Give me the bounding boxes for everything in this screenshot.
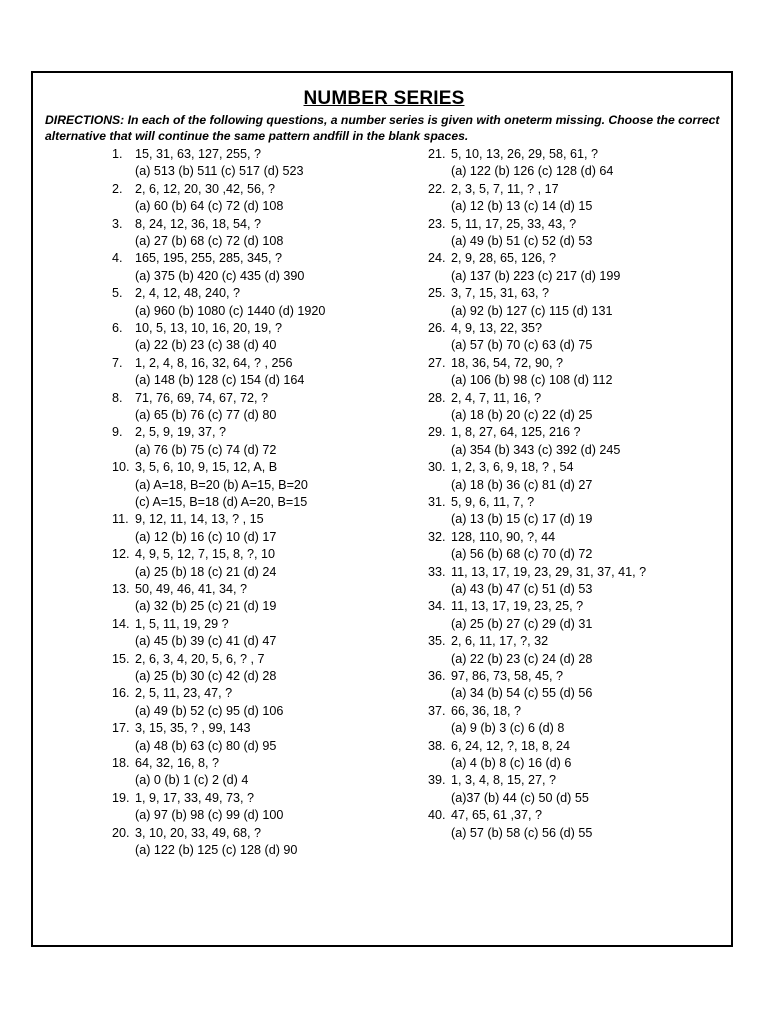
question-line [428,738,728,755]
question-series: 8, 24, 12, 36, 18, 54, ? [135,216,262,231]
question-line [428,772,728,789]
question-line [112,581,412,598]
question-line [112,720,412,737]
question-item [428,772,728,807]
question-series: 5, 9, 6, 11, 7, ? [451,494,535,509]
question-options: (a) 22 (b) 23 (c) 38 (d) 40 [135,338,277,353]
question-series: 128, 110, 90, ?, 44 [451,529,556,544]
question-line [428,494,728,511]
question-series: 3, 10, 20, 33, 49, 68, ? [135,825,262,840]
question-series: 2, 4, 7, 11, 16, ? [451,390,542,405]
question-options: (a) A=18, B=20 (b) A=15, B=20 [135,477,308,492]
question-number: 22. [428,181,446,196]
question-item [428,633,728,668]
question-number: 4. [112,251,123,266]
question-item [428,494,728,529]
question-options: (a) 76 (b) 75 (c) 74 (d) 72 [135,442,277,457]
question-series: 50, 49, 46, 41, 34, ? [135,581,248,596]
question-options: (a) 49 (b) 51 (c) 52 (d) 53 [451,234,593,248]
question-item [428,355,728,390]
question-item [112,390,412,425]
question-line [428,703,728,720]
question-number: 1. [112,147,123,161]
question-number: 23. [428,216,446,231]
question-item [112,755,412,790]
question-series: 1, 9, 17, 33, 49, 73, ? [135,790,255,805]
question-options: (a) 34 (b) 54 (c) 55 (d) 56 [451,686,593,701]
question-item [112,250,412,285]
question-series: 64, 32, 16, 8, ? [135,755,220,770]
question-options: (a) 97 (b) 98 (c) 99 (d) 100 [135,808,284,823]
question-line [112,790,412,807]
question-line [112,146,412,163]
question-options: (a) 92 (b) 127 (c) 115 (d) 131 [451,303,613,318]
question-number: 29. [428,425,446,440]
question-options: (a) 25 (b) 18 (c) 21 (d) 24 [135,564,277,579]
question-options: (a) 18 (b) 20 (c) 22 (d) 25 [451,407,593,422]
question-series: 1, 2, 3, 6, 9, 18, ? , 54 [451,460,574,475]
question-line [112,355,412,372]
question-options: (a) 0 (b) 1 (c) 2 (d) 4 [135,773,249,788]
question-line [112,685,412,702]
question-number: 9. [112,425,123,440]
question-series: 4, 9, 5, 12, 7, 15, 8, ?, 10 [135,547,276,562]
directions-text: DIRECTIONS: In each of the following questions, a number series is given with oneterm missing. Choose the correct alternative that will continue the same pattern andfill in the blank spaces. [45,113,720,143]
question-options: (a) 354 (b) 343 (c) 392 (d) 245 [451,442,621,457]
question-options: (a) 48 (b) 63 (c) 80 (d) 95 [135,738,277,753]
question-options: (a) 12 (b) 13 (c) 14 (d) 15 [451,199,593,214]
question-options: (a) 122 (b) 126 (c) 128 (d) 64 [451,164,614,179]
question-line [428,529,728,546]
question-series: 1, 3, 4, 8, 15, 27, ? [451,773,557,788]
question-item [428,424,728,459]
question-number: 16. [112,686,130,701]
question-item [428,181,728,216]
question-options: (a) 49 (b) 52 (c) 95 (d) 106 [135,703,284,718]
question-options: (a) 65 (b) 76 (c) 77 (d) 80 [135,407,277,422]
question-item [112,581,412,616]
question-item [112,355,412,390]
question-number: 13. [112,581,130,596]
question-options: (a) 22 (b) 23 (c) 24 (d) 28 [451,651,593,666]
question-series: 11, 13, 17, 19, 23, 25, ? [451,599,584,614]
question-options: (a) 25 (b) 30 (c) 42 (d) 28 [135,668,277,683]
question-series: 5, 10, 13, 26, 29, 58, 61, ? [451,147,599,161]
question-options: (a) 12 (b) 16 (c) 10 (d) 17 [135,529,277,544]
question-item [112,146,412,181]
question-line [112,825,412,842]
question-series: 9, 12, 11, 14, 13, ? , 15 [135,512,264,527]
question-series: 66, 36, 18, ? [451,703,522,718]
question-options: (a) 45 (b) 39 (c) 41 (d) 47 [135,634,277,649]
question-number: 35. [428,634,446,649]
question-line [112,755,412,772]
question-item [112,424,412,459]
question-options: (a) 9 (b) 3 (c) 6 (d) 8 [451,721,565,736]
question-options: (c) A=15, B=18 (d) A=20, B=15 [135,494,308,509]
question-item [112,790,412,825]
question-series: 2, 5, 11, 23, 47, ? [135,686,233,701]
question-series: 165, 195, 255, 285, 345, ? [135,251,283,266]
question-series: 18, 36, 54, 72, 90, ? [451,355,564,370]
questions-column-right [428,146,728,842]
question-line [112,390,412,407]
question-line [428,424,728,441]
question-number: 10. [112,460,130,475]
question-number: 28. [428,390,446,405]
question-line [428,807,728,824]
question-line [428,390,728,407]
page-title: NUMBER SERIES [303,88,465,109]
question-series: 71, 76, 69, 74, 67, 72, ? [135,390,269,405]
question-item [112,685,412,720]
question-options: (a) 32 (b) 25 (c) 21 (d) 19 [135,599,277,614]
question-series: 15, 31, 63, 127, 255, ? [135,147,262,161]
question-line [428,216,728,233]
question-options: (a) 513 (b) 511 (c) 517 (d) 523 [135,164,304,179]
question-line [112,320,412,337]
question-line [428,598,728,615]
question-item [428,146,728,181]
question-series: 11, 13, 17, 19, 23, 29, 31, 37, 41, ? [451,564,647,579]
question-options: (a) 27 (b) 68 (c) 72 (d) 108 [135,234,284,248]
question-series: 2, 3, 5, 7, 11, ? , 17 [451,181,559,196]
question-series: 2, 6, 11, 17, ?, 32 [451,634,549,649]
question-item [112,616,412,651]
question-options: (a) 56 (b) 68 (c) 70 (d) 72 [451,547,593,562]
question-line [428,459,728,476]
question-series: 2, 9, 28, 65, 126, ? [451,251,557,266]
question-options: (a) 375 (b) 420 (c) 435 (d) 390 [135,268,305,283]
question-number: 8. [112,390,123,405]
question-options: (a) 13 (b) 15 (c) 17 (d) 19 [451,512,593,527]
question-number: 33. [428,564,446,579]
question-item [428,285,728,320]
question-options: (a) 148 (b) 128 (c) 154 (d) 164 [135,373,305,388]
question-line [112,250,412,267]
question-options: (a) 960 (b) 1080 (c) 1440 (d) 1920 [135,303,326,318]
question-number: 15. [112,651,130,666]
question-item [428,668,728,703]
question-options: (a) 60 (b) 64 (c) 72 (d) 108 [135,199,284,214]
question-item [428,598,728,633]
question-line [428,146,728,163]
question-series: 4, 9, 13, 22, 35? [451,320,543,335]
question-line [112,459,412,476]
question-number: 6. [112,320,123,335]
question-line [428,355,728,372]
question-number: 27. [428,355,446,370]
question-number: 24. [428,251,446,266]
question-line [112,511,412,528]
question-line [428,181,728,198]
question-item [428,459,728,494]
question-number: 11. [112,512,129,527]
question-number: 38. [428,738,446,753]
question-item [112,825,412,860]
question-number: 36. [428,668,446,683]
question-options: (a)37 (b) 44 (c) 50 (d) 55 [451,790,589,805]
question-number: 18. [112,755,130,770]
question-number: 19. [112,790,130,805]
question-series: 6, 24, 12, ?, 18, 8, 24 [451,738,571,753]
question-options: (a) 137 (b) 223 (c) 217 (d) 199 [451,268,621,283]
question-number: 30. [428,460,446,475]
question-options: (a) 106 (b) 98 (c) 108 (d) 112 [451,373,613,388]
question-number: 40. [428,808,446,823]
question-options: (a) 43 (b) 47 (c) 51 (d) 53 [451,581,593,596]
question-number: 3. [112,216,123,231]
question-item [112,459,412,511]
question-line [112,285,412,302]
question-item [112,546,412,581]
question-line [428,320,728,337]
question-line [112,616,412,633]
question-series: 47, 65, 61 ,37, ? [451,808,543,823]
question-series: 2, 4, 12, 48, 240, ? [135,286,241,301]
question-item [428,390,728,425]
question-number: 14. [112,616,130,631]
question-item [112,720,412,755]
question-options: (a) 57 (b) 70 (c) 63 (d) 75 [451,338,593,353]
question-options: (a) 57 (b) 58 (c) 56 (d) 55 [451,825,593,840]
question-number: 25. [428,286,446,301]
question-series: 2, 6, 3, 4, 20, 5, 6, ? , 7 [135,651,265,666]
question-options: (a) 25 (b) 27 (c) 29 (d) 31 [451,616,593,631]
question-series: 10, 5, 13, 10, 16, 20, 19, ? [135,320,283,335]
question-item [428,564,728,599]
question-series: 97, 86, 73, 58, 45, ? [451,668,564,683]
question-item [428,703,728,738]
question-series: 2, 5, 9, 19, 37, ? [135,425,227,440]
question-item [112,216,412,251]
question-number: 2. [112,181,123,196]
question-item [112,285,412,320]
question-series: 1, 8, 27, 64, 125, 216 ? [451,425,581,440]
question-number: 37. [428,703,446,718]
question-line [112,546,412,563]
question-series: 3, 15, 35, ? , 99, 143 [135,721,251,736]
question-number: 7. [112,355,123,370]
question-line [428,564,728,581]
question-item [112,181,412,216]
question-item [428,529,728,564]
question-number: 17. [112,721,130,736]
question-series: 3, 5, 6, 10, 9, 15, 12, A, B [135,460,278,475]
question-item [428,320,728,355]
question-item [112,651,412,686]
question-number: 34. [428,599,446,614]
question-number: 32. [428,529,446,544]
question-line [428,668,728,685]
question-series: 3, 7, 15, 31, 63, ? [451,286,550,301]
question-line [428,250,728,267]
question-number: 21. [428,147,446,161]
question-line [112,216,412,233]
question-line [112,651,412,668]
questions-column-left [112,146,412,859]
question-item [428,807,728,842]
question-series: 5, 11, 17, 25, 33, 43, ? [451,216,577,231]
question-series: 2, 6, 12, 20, 30 ,42, 56, ? [135,181,276,196]
question-number: 12. [112,547,130,562]
question-series: 1, 5, 11, 19, 29 ? [135,616,229,631]
question-number: 5. [112,286,123,301]
question-series: 1, 2, 4, 8, 16, 32, 64, ? , 256 [135,355,293,370]
question-item [112,511,412,546]
question-item [428,250,728,285]
question-line [428,633,728,650]
question-item [428,216,728,251]
question-number: 31. [428,494,446,509]
question-line [112,424,412,441]
question-line [428,285,728,302]
question-options: (a) 18 (b) 36 (c) 81 (d) 27 [451,477,593,492]
question-options: (a) 122 (b) 125 (c) 128 (d) 90 [135,842,298,857]
question-number: 26. [428,320,446,335]
question-options: (a) 4 (b) 8 (c) 16 (d) 6 [451,755,572,770]
question-number: 39. [428,773,446,788]
question-item [112,320,412,355]
question-number: 20. [112,825,130,840]
question-line [112,181,412,198]
question-item [428,738,728,773]
